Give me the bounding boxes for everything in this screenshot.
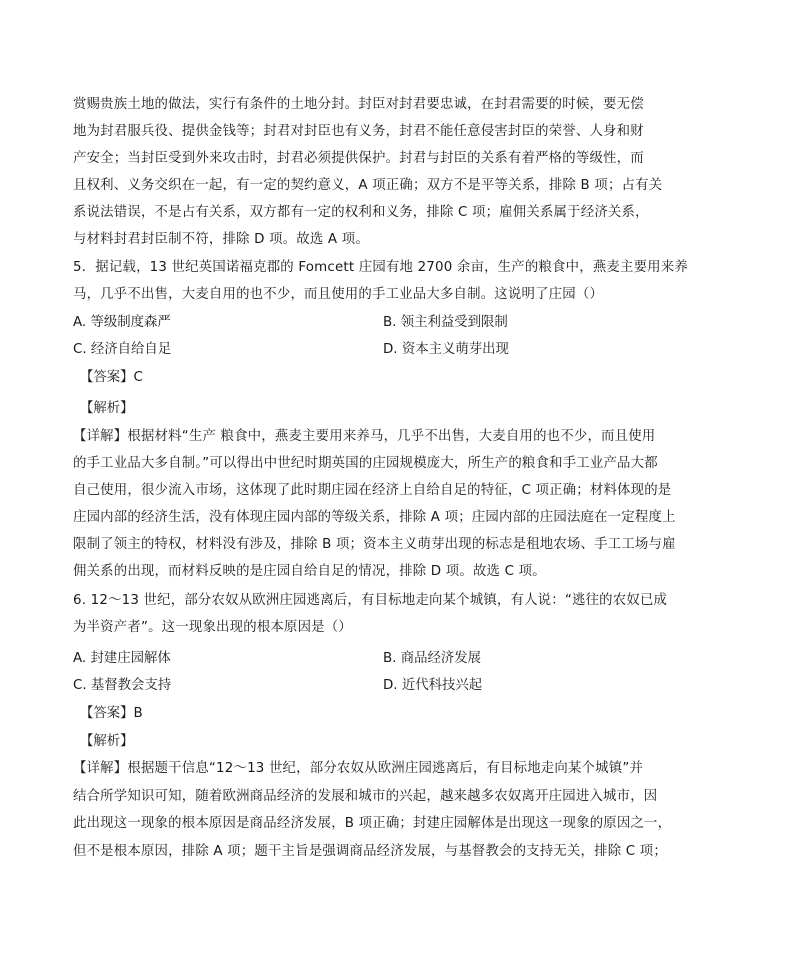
q5-detail-line: 庄园内部的经济生活，没有体现庄园内部的等级关系，排除 A 项；庄园内部的庄园法庭在一定程度上	[73, 510, 676, 525]
question-6-stem: 6. 12～13 世纪，部分农奴从欧洲庄园逃离后，有目标地走向某个城镇，有人说：“逃往的农奴已成	[73, 593, 668, 608]
q5-detail-line: 自己使用，很少流入市场，这体现了此时期庄园在经济上自给自足的特征，C 项正确；材料体现的是	[73, 483, 672, 498]
intro-line: 地为封君服兵役、提供金钱等；封君对封臣也有义务，封君不能任意侵害封臣的荣誉、人身和财	[73, 124, 644, 139]
intro-line: 赏赐贵族土地的做法，实行有条件的土地分封。封臣对封君要忠诚，在封君需要的时候，要无偿	[73, 97, 644, 112]
q5-option-c: C. 经济自给自足	[73, 342, 172, 357]
q6-detail-line: 结合所学知识可知，随着欧洲商品经济的发展和城市的兴起，越来越多农奴离开庄园进入城市，因	[73, 789, 658, 804]
q6-option-b: B. 商品经济发展	[383, 651, 482, 666]
intro-line: 且权利、义务交织在一起，有一定的契约意义，A 项正确；双方不是平等关系，排除 B 项；占有关	[73, 178, 663, 193]
q5-detail-line: 【详解】根据材料“生产 粮食中，燕麦主要用来养马，几乎不出售，大麦自用的也不少，而且使用	[73, 429, 656, 444]
question-5-stem: 马，几乎不出售，大麦自用的也不少，而且使用的手工业品大多自制。这说明了庄园（）	[73, 287, 604, 302]
q5-detail-line: 佣关系的出现，而材料反映的是庄园自给自足的情况，排除 D 项。故选 C 项。	[73, 564, 546, 579]
q5-analysis-label: 【解析】	[80, 401, 134, 416]
q6-option-d: D. 近代科技兴起	[383, 678, 483, 693]
q5-option-a: A. 等级制度森严	[73, 315, 171, 330]
question-6-stem: 为半资产者”。这一现象出现的根本原因是（）	[73, 620, 352, 635]
q6-detail-line: 【详解】根据题干信息“12～13 世纪，部分农奴从欧洲庄园逃离后，有目标地走向某个城镇”并	[73, 761, 644, 776]
q6-option-c: C. 基督教会支持	[73, 678, 172, 693]
q6-option-a: A. 封建庄园解体	[73, 651, 171, 666]
q5-answer: 【答案】C	[80, 370, 143, 385]
q5-detail-line: 的手工业品大多自制。”可以得出中世纪时期英国的庄园规模庞大，所生产的粮食和手工业产品大都	[73, 456, 658, 471]
q6-detail-line: 但不是根本原因，排除 A 项；题干主旨是强调商品经济发展，与基督教会的支持无关，排除 C 项；	[73, 844, 667, 859]
q5-option-b: B. 领主利益受到限制	[383, 315, 508, 330]
intro-line: 系说法错误，不是占有关系，双方都有一定的权利和义务，排除 C 项；雇佣关系属于经济关系，	[73, 205, 649, 220]
intro-line: 产安全；当封臣受到外来攻击时，封君必须提供保护。封君与封臣的关系有着严格的等级性，而	[73, 151, 644, 166]
q5-detail-line: 限制了领主的特权，材料没有涉及，排除 B 项；资本主义萌芽出现的标志是租地农场、手工工场与雇	[73, 537, 676, 552]
q5-option-d: D. 资本主义萌芽出现	[383, 342, 509, 357]
q6-detail-line: 此出现这一现象的根本原因是商品经济发展，B 项正确；封建庄园解体是出现这一现象的原因之一，	[73, 816, 672, 831]
intro-line: 与材料封君封臣制不符，排除 D 项。故选 A 项。	[73, 232, 369, 247]
q6-analysis-label: 【解析】	[80, 734, 134, 749]
q6-answer: 【答案】B	[80, 706, 143, 721]
question-5-stem: 5．据记载，13 世纪英国诺福克郡的 Fomcett 庄园有地 2700 余亩，生产的粮食中，燕麦主要用来养	[73, 260, 688, 275]
